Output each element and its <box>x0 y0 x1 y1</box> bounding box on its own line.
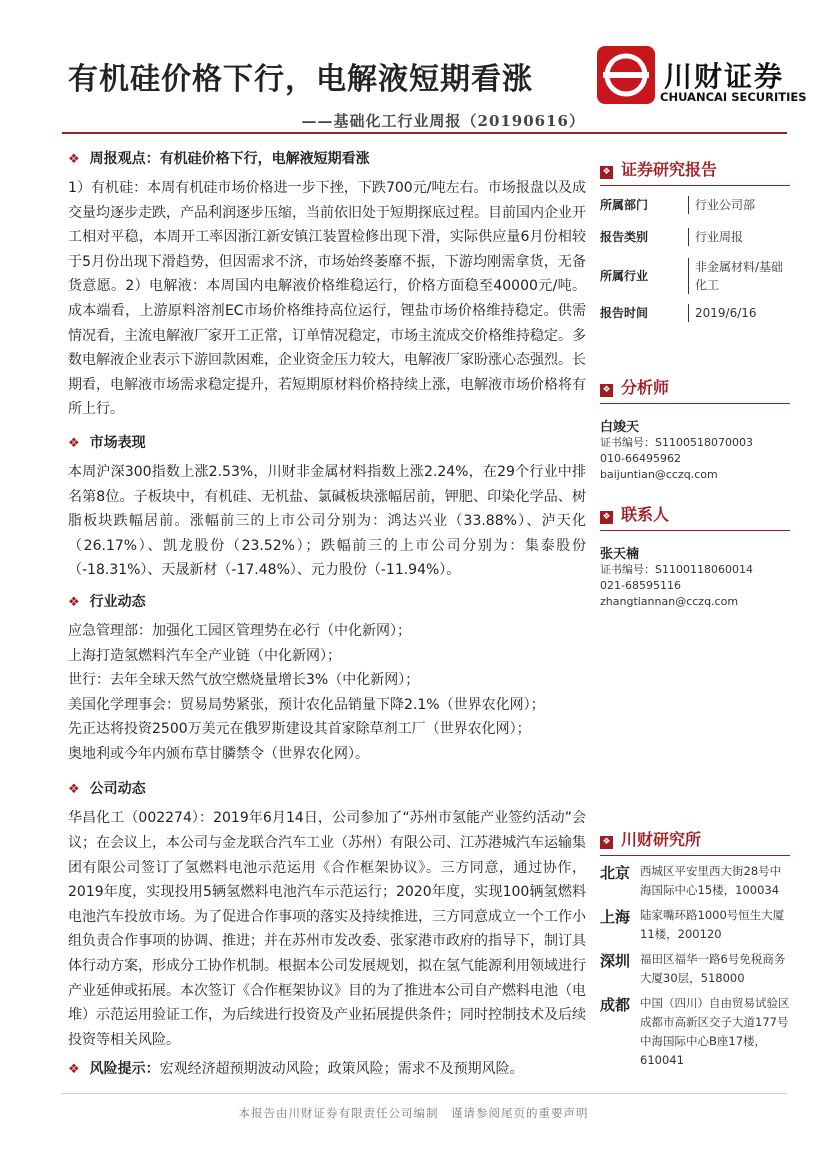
industry-list <box>68 619 586 767</box>
office-shenzhen: 深圳 福田区福华一路6号免税商务大厦30层，518000 <box>600 952 786 985</box>
office-shanghai: 上海 陆家嘴环路1000号恒生大厦11楼，200120 <box>600 908 785 941</box>
market-body: 本周沪深300指数上涨2.53%，川财非金属材料指数上涨2.24%，在29个行业中排名第8位。子板块中，有机硅、无机盐、氯碱板块涨幅居前，钾肥、印染化学品、树脂板块跌幅居前。涨幅前三的上市公司分别为：鸿达兴业（33.88%）、泸天化（26.17%）、凯龙股份（23.52%）；跌幅前三的上市公司分别为：集泰股份（-18.31%）、天晟新材（-17.48%）、元力股份（-11.94%）。 <box>68 463 586 579</box>
contact-name: 张天楠 <box>600 547 640 562</box>
diamond-bullet-icon: ❖ <box>68 435 80 451</box>
section-heading-market: ❖ 市场表现 <box>68 434 146 451</box>
square-bullet-icon: ❖ <box>600 166 613 179</box>
diamond-bullet-icon: ❖ <box>68 594 80 610</box>
contact-cert: 证书编号：S1100118060014 <box>600 563 753 576</box>
sidebar-contact <box>600 503 790 610</box>
info-row-department: 所属部门 行业公司部 <box>600 196 790 214</box>
diamond-bullet-icon: ❖ <box>68 1062 80 1078</box>
contact-heading: ❖ 联系人 <box>600 503 790 527</box>
list-item: 奥地利或今年内颁布草甘膦禁令（世界农化网）。 <box>68 745 369 762</box>
info-row-date: 报告时间 2019/6/16 <box>600 304 790 322</box>
contact-email[interactable]: zhangtiannan@cczq.com <box>600 595 739 608</box>
office-beijing: 北京 西城区平安里西大街28号中海国际中心15楼，100034 <box>600 864 782 897</box>
divider <box>600 403 790 404</box>
weekly-view-body: 1）有机硅：本周有机硅市场价格进一步下挫，下跌700元/吨左右。市场报盘以及成交量均逐步走跌，产品利润逐步压缩，当前依旧处于短期探底过程。目前国内企业开工相对平稳，本周开工率因浙江新安镇江装置检修出现下滑，实际供应量6月份相较于5月份出现下滑趋势，但因需求不济，市场始终萎靡不振，下游均刚需拿货，无备货意愿。2）电解液：本周国内电解液价格维稳运行，价格方面稳至40000元/吨。成本端看，上游原料溶剂EC市场价格维持高位运行，锂盐市场价格维持稳定。供需情况看，主流电解液厂家开工正常，订单情况稳定，市场主流成交价格维持稳定。多数电解液企业表示下游回款困难，企业资金压力较大，电解液厂家盼涨心态强烈。长期看，电解液市场需求稳定提升，若短期原材料价格持续上涨，电解液市场价格将有所上行。 <box>68 180 586 418</box>
company-body: 华昌化工（002274）：2019年6月14日，公司参加了“苏州市氢能产业签约活动”会议；在会议上，本公司与金龙联合汽车工业（苏州）有限公司、江苏港城汽车运输集团有限公司签订了氢燃料电池示范运用《合作框架协议》。三方同意，通过协作，2019年度，实现投用5辆氢燃料电池汽车示范运行；2020年度，实现100辆氢燃料电池汽车投放市场。为了促进合作事项的落实及持续推进，三方同意成立一个工作小组负责合作事项的协调、推进；并在苏州市发改委、张家港市政府的指导下，制订具体行动方案，形成分工协作机制。根据本公司发展规划，拟在氢气能源利用领域进行产业延伸或拓展。本次签订《合作框架协议》目的为了推进本公司自产燃料电池（电堆）示范运用验证工作，为后续进行投资及产业拓展提供条件；同时控制技术及后续投资等相关风险。 <box>68 810 586 1048</box>
institute-heading: ❖ 川财研究所 <box>600 828 790 852</box>
page-subtitle: ——基础化工行业周报（20190616） <box>301 112 585 130</box>
main-content <box>68 148 586 1081</box>
analyst-name: 白竣天 <box>600 420 640 435</box>
list-item: 应急管理部：加强化工园区管理势在必行（中化新网）； <box>68 622 411 639</box>
risk-warning: ❖ 风险提示：宏观经济超预期波动风险；政策风险；需求不及预期风险。 <box>68 1061 524 1078</box>
analyst-phone: 010-66495962 <box>600 452 681 465</box>
chuancai-logo-icon <box>597 46 655 104</box>
list-item: 世行：去年全球天然气放空燃烧量增长3%（中化新网）； <box>68 672 420 689</box>
brand-name-en: CHUANCAI SECURITIES <box>660 90 807 104</box>
sidebar-institute <box>600 828 790 1076</box>
info-row-industry: 所属行业 非金属材料/基础化工 <box>600 260 784 292</box>
divider <box>600 185 790 186</box>
footer-disclaimer: 本报告由川财证券有限责任公司编制 谨请参阅尾页的重要声明 <box>238 1106 589 1120</box>
analyst-cert: 证书编号：S1100518070003 <box>600 436 753 449</box>
square-bullet-icon: ❖ <box>600 384 613 397</box>
section-heading-weekly-view: ❖ 周报观点：有机硅价格下行，电解液短期看涨 <box>68 151 370 167</box>
info-row-category: 报告类别 行业周报 <box>600 228 790 246</box>
analyst-email[interactable]: baijuntian@cczq.com <box>600 468 718 481</box>
section-heading-company: ❖ 公司动态 <box>68 781 146 798</box>
page-title: 有机硅价格下行，电解液短期看涨 <box>68 62 533 97</box>
sidebar-analyst <box>600 376 790 483</box>
contact-phone: 021-68595116 <box>600 579 681 592</box>
diamond-bullet-icon: ❖ <box>68 782 80 798</box>
office-chengdu: 成都 中国（四川）自由贸易试验区成都市高新区交子大道177号中海国际中心B座17楼，610041 <box>600 996 790 1067</box>
list-item: 先正达将投资2500万美元在俄罗斯建设其首家除草剂工厂（世界农化网）； <box>68 721 531 738</box>
header-divider <box>62 132 787 134</box>
divider <box>600 855 790 856</box>
divider <box>600 530 790 531</box>
list-item: 上海打造氢燃料汽车全产业链（中化新网）； <box>68 647 341 664</box>
analyst-heading: ❖ 分析师 <box>600 376 790 400</box>
square-bullet-icon: ❖ <box>600 836 613 849</box>
list-item: 美国化学理事会：贸易局势紧张，预计农化品销量下降2.1%（世界农化网）； <box>68 696 545 713</box>
brand-name-cn: 川财证券 <box>664 60 785 93</box>
sidebar-report-info <box>600 158 790 322</box>
report-info-heading: ❖ 证券研究报告 <box>600 158 790 182</box>
square-bullet-icon: ❖ <box>600 511 613 524</box>
footer-divider <box>62 1093 787 1094</box>
diamond-bullet-icon: ❖ <box>68 152 80 167</box>
section-heading-industry: ❖ 行业动态 <box>68 593 146 610</box>
